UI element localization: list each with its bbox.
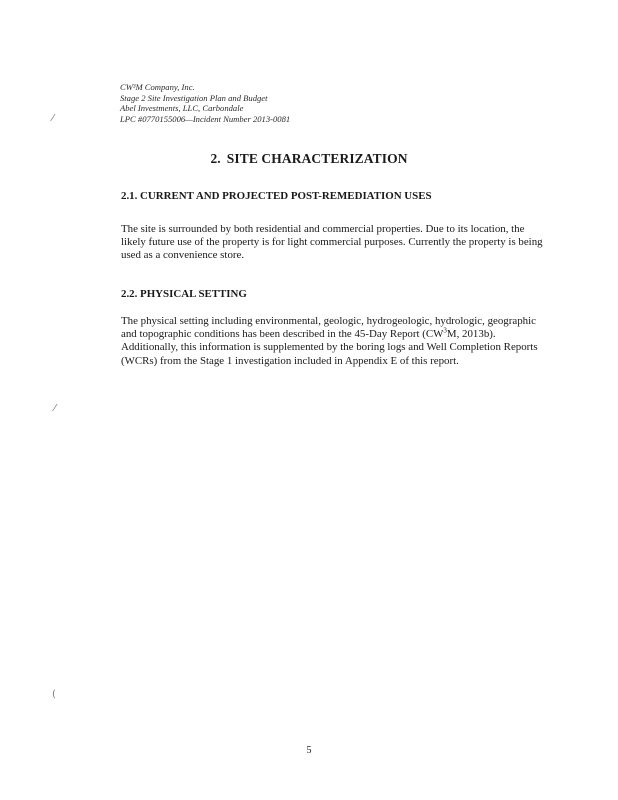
paragraph-physical-setting (121, 315, 543, 368)
header-client: Abel Investments, LLC, Carbondale (120, 103, 244, 114)
subsection-heading-physical-setting: 2.2. PHYSICAL SETTING (121, 288, 247, 300)
subsection-heading-uses: 2.1. CURRENT AND PROJECTED POST-REMEDIATION USES (121, 190, 432, 202)
paragraph-physical-setting-text-b: M, 2013b). Additionally, this information is supplemented by the boring logs and Well Completion Reports (WCRs) from the Stage 1 investigation included in Appendix E of this report. (121, 328, 538, 367)
paragraph-physical-setting-text-a: The physical setting including environmental, geologic, hydrogeologic, hydrologic, geographic and topographic conditions has been described in the 45-Day Report (CW (121, 315, 536, 341)
section-title (0, 151, 618, 167)
binding-hole-mark: ⁄ (54, 403, 56, 414)
header-document-title: Stage 2 Site Investigation Plan and Budget (120, 92, 268, 103)
header-incident: LPC #0770155006—Incident Number 2013-0081 (120, 114, 291, 125)
binding-hole-mark: ⁄ (52, 113, 54, 124)
header-company: CW³M Company, Inc. (120, 82, 195, 92)
binding-hole-mark: ( (52, 689, 56, 700)
running-header (120, 82, 290, 125)
paragraph-uses: The site is surrounded by both residential and commercial properties. Due to its location, the likely future use of the property is for light commercial purposes. Currently the property is being used as a convenience store. (121, 223, 543, 262)
section-title-text: SITE CHARACTERIZATION (226, 151, 408, 166)
superscript-three: 3 (443, 326, 447, 335)
section-number: 2. (210, 151, 221, 166)
page-number: 5 (306, 745, 312, 756)
